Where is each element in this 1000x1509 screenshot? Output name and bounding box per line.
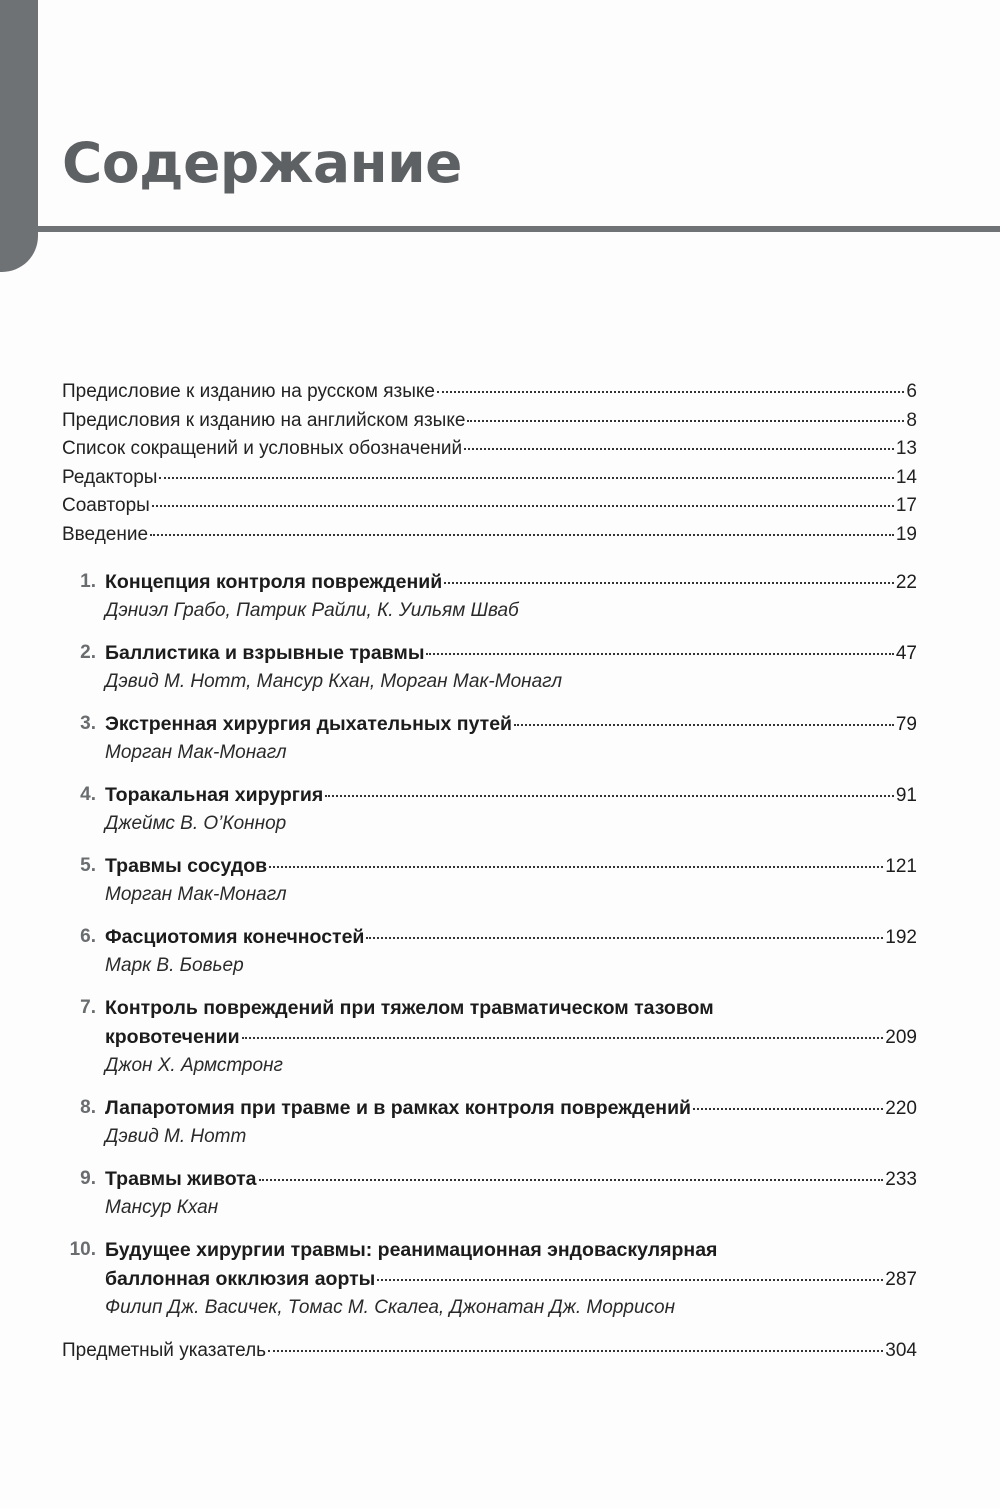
chapter-number: 3. — [80, 713, 96, 734]
chapter-title-line — [105, 1023, 917, 1052]
toc-entry-preface-english[interactable] — [62, 407, 917, 436]
chapter-title-line — [105, 1265, 917, 1294]
chapter-title-line — [105, 568, 917, 597]
toc-entry-page: 13 — [895, 438, 917, 459]
chapter-page: 287 — [885, 1269, 917, 1290]
chapter-title-part-1: Контроль повреждений при тяжелом травматическом тазовом — [105, 997, 714, 1019]
chapter-6[interactable] — [62, 923, 917, 981]
chapter-authors: Джон Х. Армстронг — [105, 1055, 283, 1076]
chapter-number: 2. — [80, 642, 96, 663]
toc-entry-editors[interactable] — [62, 464, 917, 493]
chapter-10[interactable] — [62, 1236, 917, 1323]
chapter-authors: Джеймс В. О’Коннор — [105, 813, 287, 834]
toc-entry-coauthors[interactable] — [62, 492, 917, 521]
chapter-2[interactable] — [62, 639, 917, 697]
chapter-title-part-2: баллонная окклюзия аорты — [105, 1268, 376, 1290]
toc-entry-title: Предисловия к изданию на английском языке — [62, 409, 466, 431]
chapter-number: 1. — [80, 571, 96, 592]
dot-leader — [426, 653, 893, 655]
dot-leader — [159, 477, 893, 479]
side-tab-decoration — [0, 0, 38, 272]
dot-leader — [259, 1179, 884, 1181]
chapter-authors: Дэвид М. Нотт, Мансур Кхан, Морган Мак-Монагл — [105, 671, 563, 692]
dot-leader — [366, 937, 883, 939]
chapter-title: Травмы сосудов — [105, 855, 268, 877]
title-rule — [38, 226, 1000, 232]
chapter-page: 91 — [895, 785, 917, 806]
toc-entry-introduction[interactable] — [62, 521, 917, 550]
toc-entry-page: 304 — [885, 1339, 917, 1361]
dot-leader — [464, 448, 894, 450]
chapter-8[interactable] — [62, 1094, 917, 1152]
chapter-title: Экстренная хирургия дыхательных путей — [105, 713, 513, 735]
dot-leader — [377, 1279, 883, 1281]
table-of-contents — [62, 378, 917, 1365]
chapter-page: 121 — [885, 856, 917, 877]
dot-leader — [242, 1037, 884, 1039]
chapter-page: 47 — [895, 643, 917, 664]
chapter-title-line — [105, 639, 917, 668]
toc-entry-page: 17 — [895, 495, 917, 516]
dot-leader — [693, 1108, 883, 1110]
dot-leader — [269, 866, 883, 868]
toc-entry-title: Список сокращений и условных обозначений — [62, 438, 463, 459]
page-title: Содержание — [62, 131, 462, 195]
toc-entry-page: 19 — [895, 523, 917, 545]
dot-leader — [152, 505, 894, 507]
dot-leader — [325, 795, 894, 797]
chapter-authors: Дэвид М. Нотт — [105, 1126, 247, 1147]
toc-entry-title: Предисловие к изданию на русском языке — [62, 381, 435, 402]
chapter-number: 5. — [80, 855, 96, 876]
dot-leader — [268, 1350, 883, 1352]
toc-entry-subject-index[interactable] — [62, 1337, 917, 1366]
chapter-number: 8. — [80, 1097, 96, 1118]
toc-entry-abbreviations[interactable] — [62, 435, 917, 464]
chapter-page: 233 — [885, 1169, 917, 1190]
dot-leader — [444, 582, 894, 584]
toc-entry-title: Введение — [62, 523, 149, 545]
dot-leader — [514, 724, 894, 726]
dot-leader — [150, 534, 894, 536]
chapter-authors: Морган Мак-Монагл — [105, 742, 287, 763]
chapter-title-line — [105, 923, 917, 952]
chapter-9[interactable] — [62, 1165, 917, 1223]
chapter-title: Фасциотомия конечностей — [105, 926, 365, 948]
toc-entry-title: Соавторы — [62, 495, 150, 516]
chapter-title-line — [105, 1094, 917, 1123]
chapter-number: 4. — [80, 784, 96, 805]
chapter-number: 7. — [80, 997, 96, 1018]
chapter-authors: Мансур Кхан — [105, 1197, 219, 1218]
chapter-title: Концепция контроля повреждений — [105, 571, 443, 593]
chapter-title: Торакальная хирургия — [105, 784, 324, 806]
chapter-page: 79 — [895, 714, 917, 735]
toc-entry-title: Редакторы — [62, 466, 158, 488]
chapter-title-line — [105, 781, 917, 810]
toc-entry-preface-russian[interactable] — [62, 378, 917, 407]
chapter-4[interactable] — [62, 781, 917, 839]
dot-leader — [467, 420, 904, 422]
chapter-title-line — [105, 852, 917, 881]
chapter-authors: Морган Мак-Монагл — [105, 884, 287, 905]
chapter-title: Баллистика и взрывные травмы — [105, 642, 425, 664]
chapter-authors: Марк В. Бовьер — [105, 955, 244, 976]
toc-entry-page: 6 — [906, 381, 917, 402]
chapter-title-part-1: Будущее хирургии травмы: реанимационная эндоваскулярная — [105, 1239, 718, 1261]
chapter-page: 209 — [885, 1027, 917, 1048]
chapter-authors: Дэниэл Грабо, Патрик Райли, К. Уильям Шваб — [105, 600, 519, 621]
chapter-page: 22 — [895, 572, 917, 593]
chapter-title-line — [105, 710, 917, 739]
chapter-page: 192 — [885, 927, 917, 948]
toc-entry-page: 8 — [906, 409, 917, 431]
chapter-title: Травмы живота — [105, 1168, 257, 1190]
dot-leader — [437, 391, 904, 393]
chapter-3[interactable] — [62, 710, 917, 768]
toc-entry-page: 14 — [895, 466, 917, 488]
toc-entry-title: Предметный указатель — [62, 1339, 267, 1361]
chapter-number: 6. — [80, 926, 96, 947]
chapter-title-line — [105, 1165, 917, 1194]
chapter-5[interactable] — [62, 852, 917, 910]
chapter-1[interactable] — [62, 568, 917, 626]
chapter-page: 220 — [885, 1098, 917, 1119]
chapter-number: 9. — [80, 1168, 96, 1189]
chapter-title-part-2: кровотечении — [105, 1026, 240, 1048]
chapter-authors: Филип Дж. Васичек, Томас М. Скалеа, Джонатан Дж. Моррисон — [105, 1297, 676, 1318]
chapter-7[interactable] — [62, 994, 917, 1081]
chapter-title: Лапаротомия при травме и в рамках контроля повреждений — [105, 1097, 692, 1119]
chapter-number: 10. — [69, 1239, 96, 1260]
